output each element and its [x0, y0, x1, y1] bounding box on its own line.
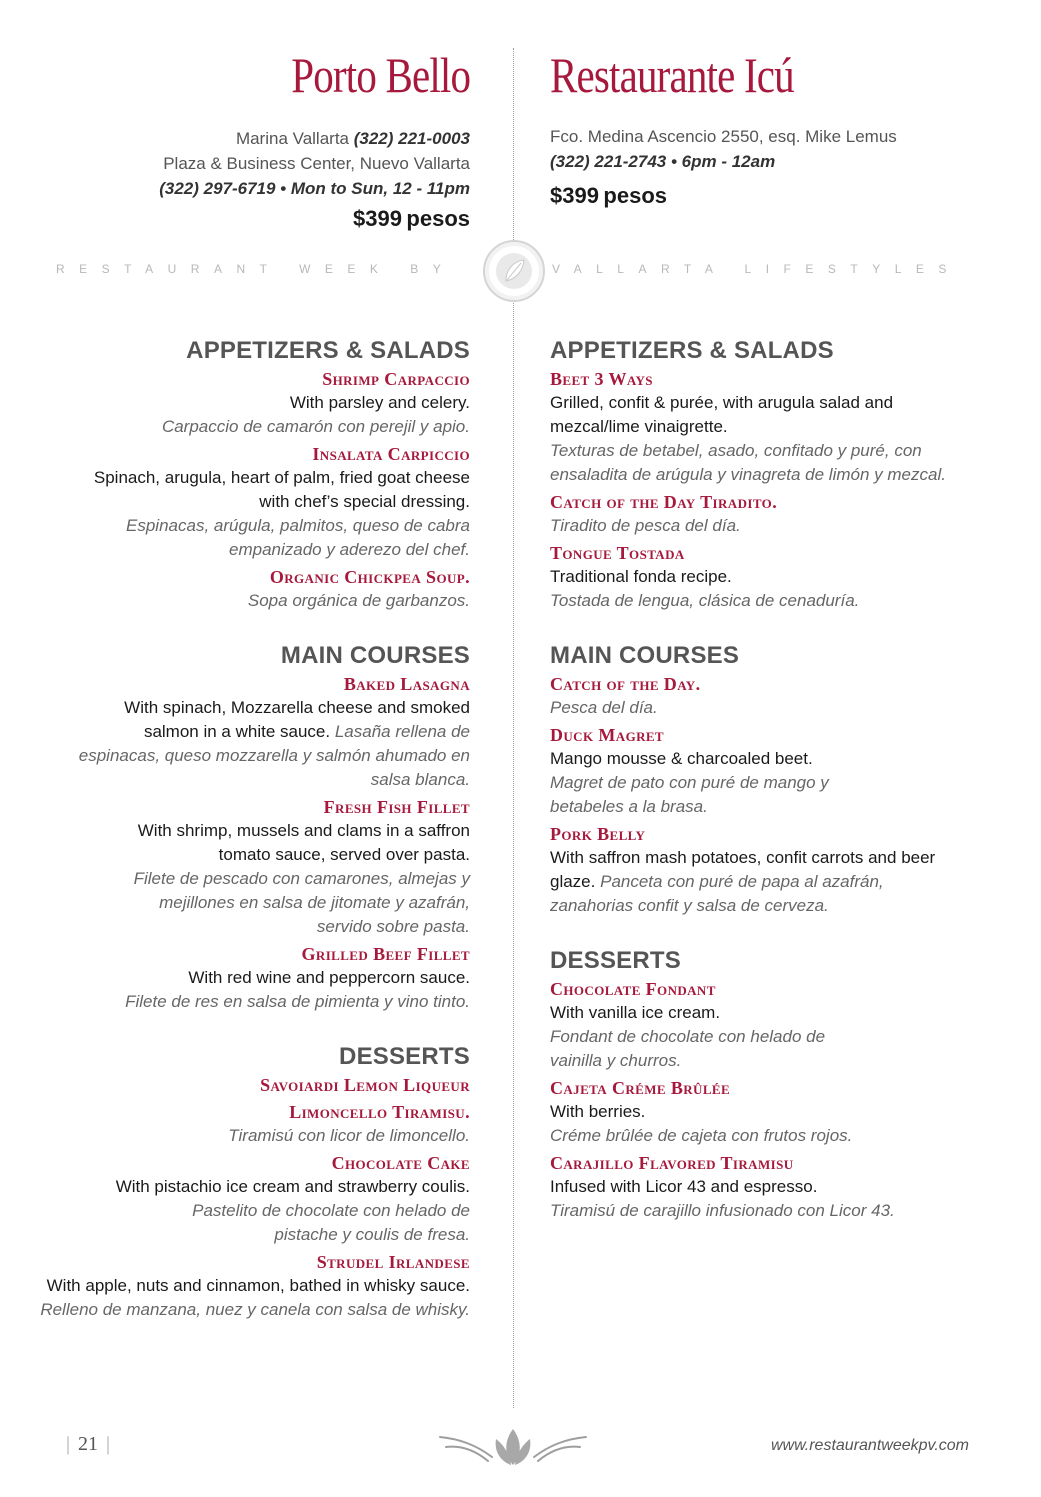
dish-desc: With vanilla ice cream.: [550, 1003, 721, 1022]
menu-item: [550, 823, 990, 918]
dish-desc-es: Tiramisú con licor de limoncello.: [228, 1126, 470, 1145]
menu: [550, 336, 990, 1223]
dish-name: Duck Magret: [550, 725, 665, 745]
dish-name: Savoiardi Lemon Liqueur: [260, 1075, 470, 1095]
menu-item: [40, 1152, 470, 1247]
dish-desc: Spinach, arugula, heart of palm, fried goat cheese with chef’s special dressing.: [93, 468, 470, 511]
section-main-courses: [550, 641, 990, 918]
section-title: DESSERTS: [550, 947, 681, 974]
dish-desc-en: With apple, nuts and cinnamon, bathed in whisky sauce.: [46, 1276, 470, 1295]
dish-name: Baked Lasagna: [343, 674, 470, 694]
dish-desc-es: Espinacas, arúgula, palmitos, queso de cabra empanizado y aderezo del chef.: [126, 516, 470, 559]
menu-item: [40, 566, 470, 613]
address-line-2: Plaza & Business Center, Nuevo Vallarta: [163, 154, 470, 173]
dish-desc-es: Pesca del día.: [550, 698, 658, 717]
dish-desc-es: Créme brûlée de cajeta con frutos rojos.: [550, 1126, 853, 1145]
dish-desc-es: Filete de res en salsa de pimienta y vino tinto.: [125, 992, 470, 1011]
dish-desc: With pistachio ice cream and strawberry coulis.: [115, 1177, 470, 1196]
dish-desc-es: Tiradito de pesca del día.: [550, 516, 741, 535]
dish-desc: [40, 1274, 470, 1322]
phone: (322) 221-0003: [353, 129, 470, 148]
menu: [40, 336, 470, 1322]
dish-desc-es: Relleno de manzana, nuez y canela con salsa de whisky.: [40, 1300, 470, 1319]
dish-name: Cajeta Créme Brûlée: [550, 1078, 731, 1098]
dish-desc-es: Tostada de lengua, clásica de cenaduría.: [550, 591, 860, 610]
menu-item: [40, 1251, 470, 1322]
dish-name: Catch of the Day.: [550, 674, 701, 694]
menu-item: [40, 1074, 470, 1148]
menu-item: [40, 443, 470, 562]
dish-name: Insalata Carpiccio: [312, 444, 470, 464]
website-url: www.restaurantweekpv.com: [771, 1437, 969, 1454]
price-row: [353, 206, 470, 232]
price: $399: [353, 206, 402, 231]
banner-left: RESTAURANT WEEK BY: [56, 262, 456, 276]
section-title: MAIN COURSES: [550, 642, 740, 669]
dish-desc-es: Magret de pato con puré de mango y betabeles a la brasa.: [550, 773, 829, 816]
banner-right: VALLARTA LIFESTYLES: [552, 262, 961, 276]
dish-name: Chocolate Fondant: [550, 979, 716, 999]
dish-desc: With red wine and peppercorn sauce.: [188, 968, 470, 987]
dish-desc-en: With saffron mash potatoes, confit carrots and beer glaze.: [550, 848, 936, 891]
dish-desc-es: Sopa orgánica de garbanzos.: [247, 591, 470, 610]
section-appetizers: [550, 336, 990, 613]
section-desserts: [550, 946, 990, 1223]
price-row: [550, 183, 667, 209]
section-title: MAIN COURSES: [280, 642, 470, 669]
dish-name: Shrimp Carpaccio: [322, 369, 470, 389]
dish-desc-es: Lasaña rellena de espinacas, queso mozzarella y salmón ahumado en salsa blanca.: [78, 722, 470, 789]
menu-item: [550, 724, 990, 819]
leaf-emblem-icon: [483, 240, 545, 302]
section-title: APPETIZERS & SALADS: [186, 337, 470, 364]
dish-desc: Grilled, confit & purée, with arugula salad and mezcal/lime vinaigrette.: [550, 393, 894, 436]
page-number: [58, 1433, 118, 1456]
dish-name: Beet 3 Ways: [550, 369, 653, 389]
menu-item: [40, 673, 470, 792]
separator: |: [66, 1433, 71, 1455]
menu-item: [40, 796, 470, 939]
address-line: Marina Vallarta: [235, 129, 354, 148]
dish-desc-es: Filete de pescado con camarones, almejas y mejillones en salsa de jitomate y azafrán, servido sobre pasta.: [133, 869, 470, 936]
section-desserts: [40, 1042, 470, 1322]
dish-name: Catch of the Day Tiradito.: [550, 492, 778, 512]
dish-desc: Mango mousse & charcoaled beet.: [550, 749, 813, 768]
dish-desc: With parsley and celery.: [289, 393, 470, 412]
menu-item: [550, 542, 990, 613]
menu-item: [550, 1152, 990, 1223]
dish-desc-es: Tiramisú de carajillo infusionado con Licor 43.: [550, 1201, 895, 1220]
dish-name: Chocolate Cake: [331, 1153, 470, 1173]
dish-name: Pork Belly: [550, 824, 646, 844]
phone-hours: (322) 297-6719 • Mon to Sun, 12 - 11pm: [159, 179, 470, 198]
restaurant-name: Porto Bello: [291, 47, 470, 103]
dish-desc-es: Pastelito de chocolate con helado de pistache y coulis de fresa.: [192, 1201, 470, 1244]
menu-item: [40, 368, 470, 439]
menu-item: [40, 943, 470, 1014]
dish-name: Tongue Tostada: [550, 543, 685, 563]
dish-desc: [40, 696, 470, 792]
dish-desc-es: Texturas de betabel, asado, confitado y puré, con ensaladita de arúgula y vinagreta de limón y mezcal.: [550, 441, 946, 484]
dish-desc-en: With spinach, Mozzarella cheese and smoked salmon in a white sauce.: [124, 698, 470, 741]
lotus-ornament-icon: [436, 1423, 590, 1474]
dish-desc: [550, 846, 990, 918]
restaurant-info: [159, 126, 470, 201]
restaurant-info: [550, 124, 897, 174]
dish-name: Strudel Irlandese: [316, 1252, 470, 1272]
menu-item: [550, 1077, 990, 1148]
address-line: Fco. Medina Ascencio 2550, esq. Mike Lemus: [550, 127, 897, 146]
dish-name: Organic Chickpea Soup.: [269, 567, 470, 587]
menu-item: [550, 978, 990, 1073]
dish-name: Grilled Beef Fillet: [301, 944, 470, 964]
restaurant-name: Restaurante Icú: [550, 47, 794, 103]
menu-item: [550, 491, 990, 538]
price: $399: [550, 183, 599, 208]
section-title: APPETIZERS & SALADS: [550, 337, 834, 364]
dish-desc: Traditional fonda recipe.: [550, 567, 732, 586]
dish-name: Fresh Fish Fillet: [323, 797, 470, 817]
dish-name-2: Limoncello Tiramisu.: [289, 1102, 470, 1122]
section-title: DESSERTS: [339, 1043, 470, 1070]
dish-desc: With berries.: [550, 1102, 646, 1121]
dish-desc-es: Panceta con puré de papa al azafrán, zanahorias confit y salsa de cerveza.: [550, 872, 884, 915]
dish-name: Carajillo Flavored Tiramisu: [550, 1153, 794, 1173]
page-number-value: 21: [78, 1433, 99, 1455]
section-main-courses: [40, 641, 470, 1014]
section-appetizers: [40, 336, 470, 613]
dish-desc: Infused with Licor 43 and espresso.: [550, 1177, 818, 1196]
price-unit: pesos: [603, 183, 667, 208]
price-unit: pesos: [406, 206, 470, 231]
dish-desc-es: Carpaccio de camarón con perejil y apio.: [161, 417, 470, 436]
dish-desc-es: Fondant de chocolate con helado de vainilla y churros.: [550, 1027, 826, 1070]
dish-desc: With shrimp, mussels and clams in a saffron tomato sauce, served over pasta.: [137, 821, 470, 864]
phone-hours: (322) 221-2743 • 6pm - 12am: [550, 152, 776, 171]
menu-item: [550, 368, 990, 487]
menu-item: [550, 673, 990, 720]
separator: |: [106, 1433, 111, 1455]
